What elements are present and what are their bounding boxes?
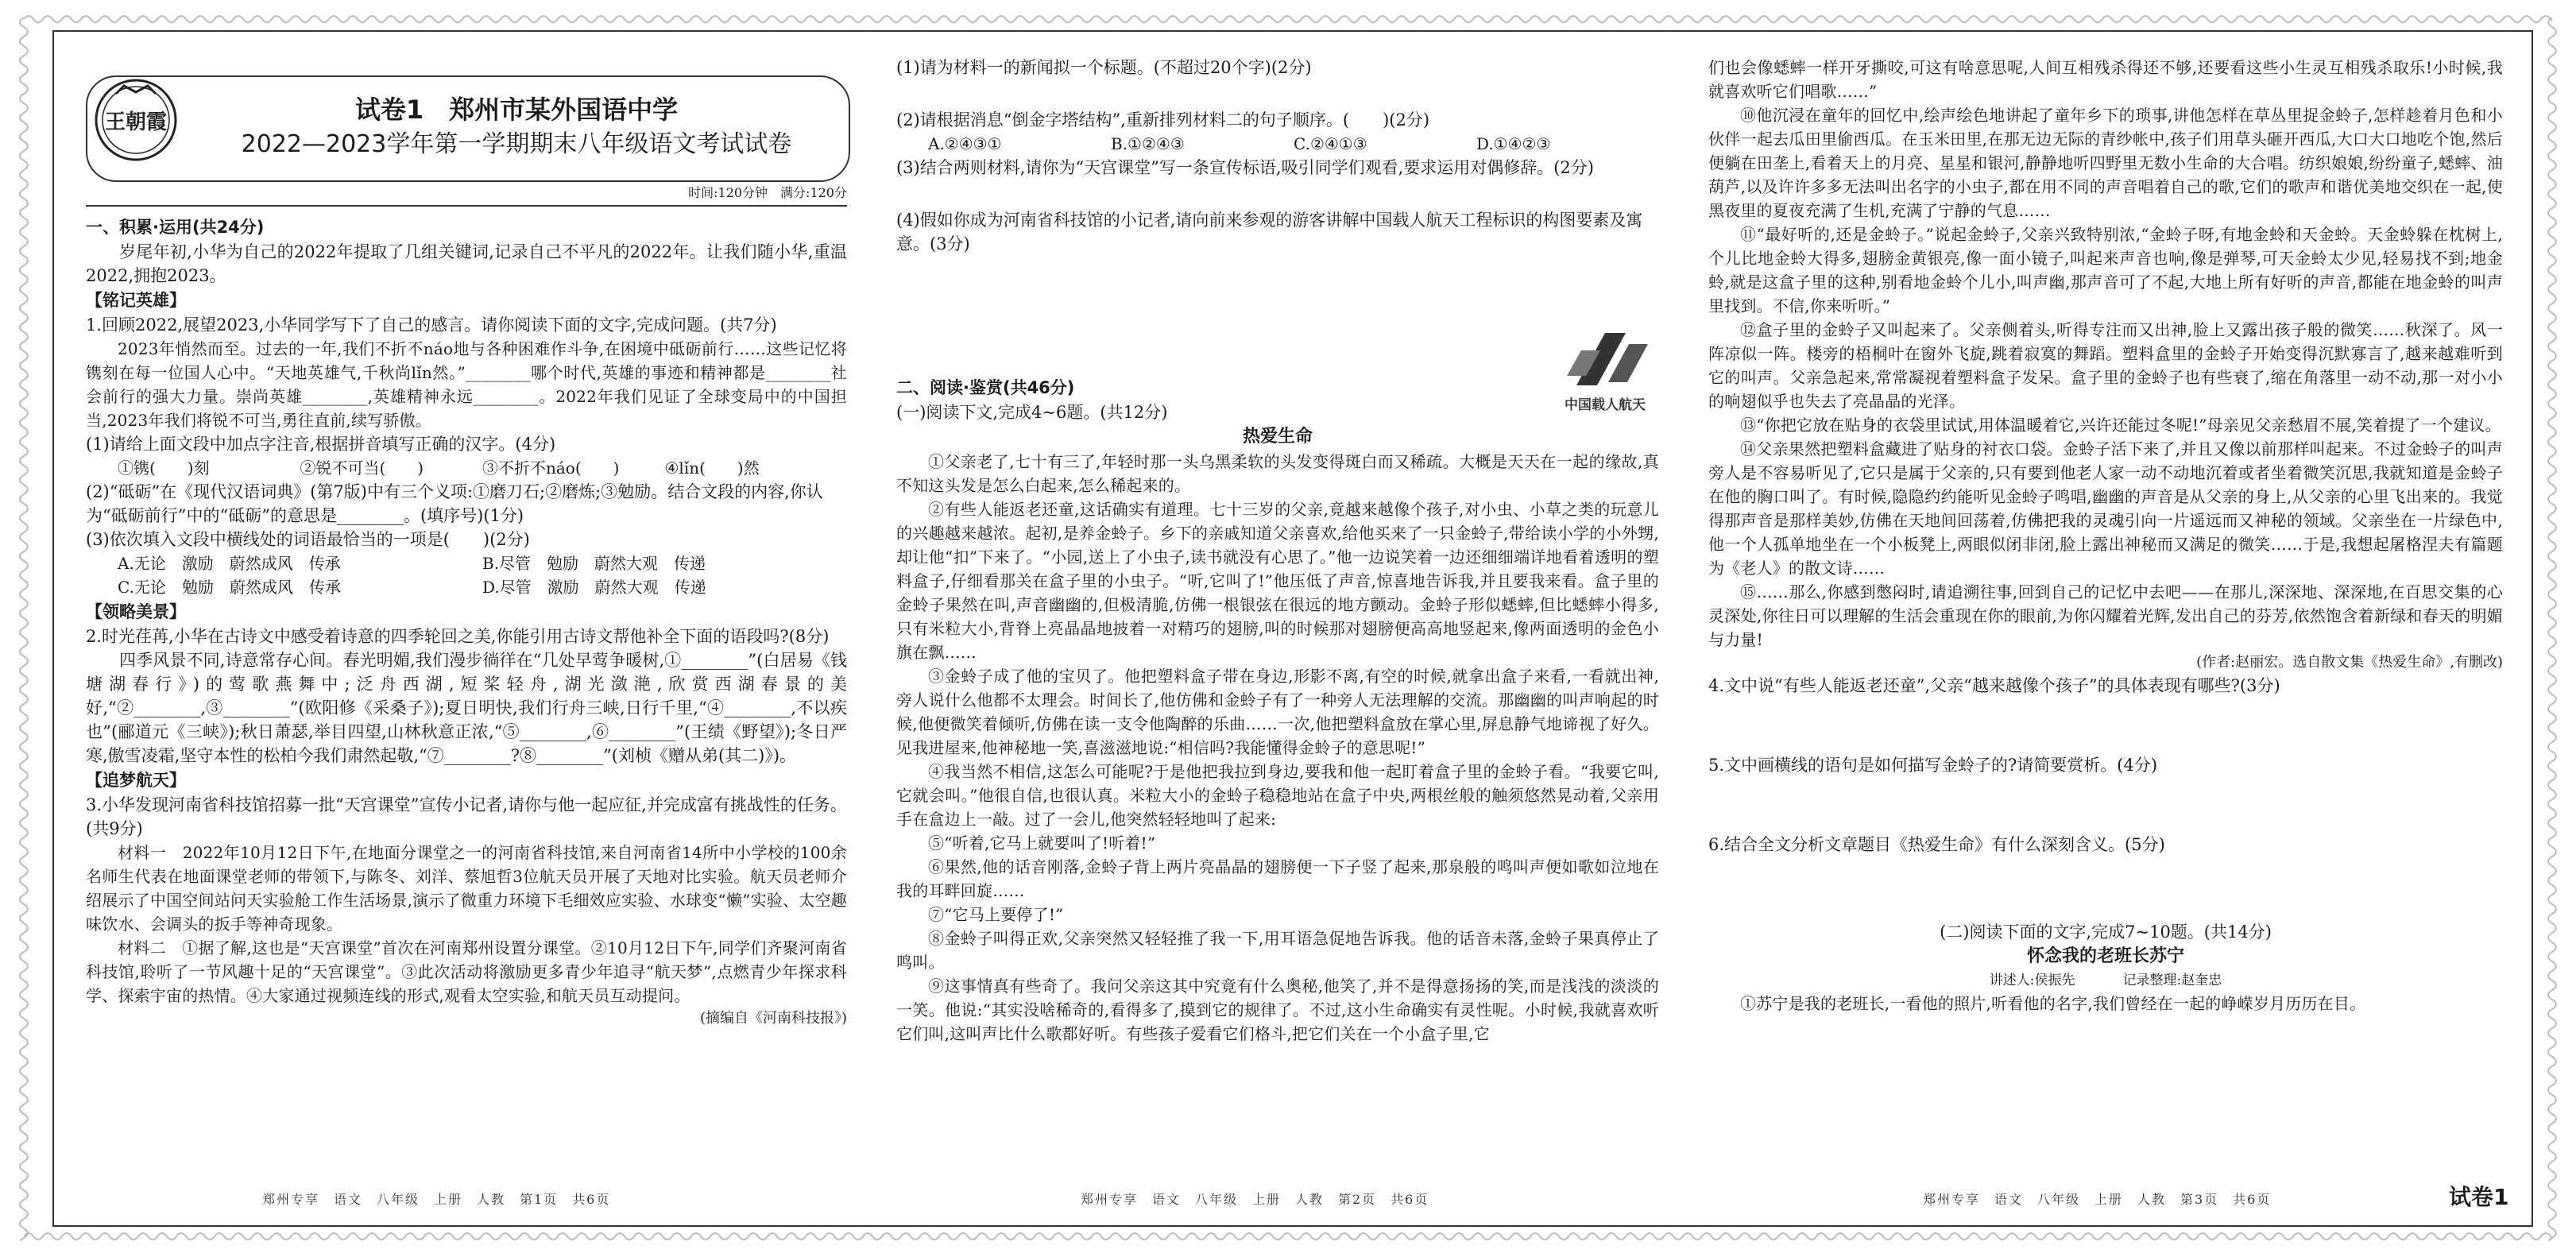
narrator: 讲述人:侯振先 <box>1989 973 2075 988</box>
decorative-wave-border-bottom <box>24 1228 2552 1244</box>
paper-title: 试卷1 郑州市某外国语中学 <box>354 95 679 125</box>
essay-paragraph: ⑪“最好听的,还是金蛉子。”说起金蛉子,父亲兴致特别浓,“金蛉子呀,有地金蛉和天金蛉。天金蛉躲在枕树上,个儿比地金蛉大得多,翅膀金黄银亮,像一面小镜子,叫起来声音也响,像是弹琴,可天金蛉太少见,轻易找不到;地金蛉,就是这盒子里的这种,别看地金蛉个儿小,叫声幽,那声音可了不起,大地上所有好听的声音,都能在地金蛉的叫声里找到。不信,你来听听。” <box>1708 225 2503 315</box>
essay-paragraph: 们也会像蟋蟀一样开牙撕咬,可这有啥意思呢,人间互相残杀得还不够,还要看这些小生灵互相残杀取乐!小时候,我就喜欢听它们唱歌……” <box>1708 58 2503 101</box>
subheading-space: 【追梦航天】 <box>86 771 186 790</box>
essay-paragraph: ⑧金蛉子叫得正欢,父亲突然又轻轻推了我一下,用耳语急促地告诉我。他的话音未落,金蛉子果真停止了鸣叫。 <box>896 929 1659 972</box>
question-3-4: (4)假如你成为河南省科技馆的小记者,请向前来参观的游客讲解中国载人航天工程标识的构图要素及寓意。(3分) <box>896 211 1643 253</box>
essay-2-paragraph: ①苏宁是我的老班长,一看他的照片,听看他的名字,我们曾经在一起的峥嵘岁月历历在目。 <box>1740 994 2366 1013</box>
option: ④lǐn( )然 <box>664 458 760 478</box>
essay-paragraph: ③金蛉子成了他的宝贝了。他把塑料盒子带在身边,形影不离,有空的时候,就拿出盒子来看,一看就出神,旁人说什么他都不太理会。时间长了,他仿佛和金蛉子有了一种旁人无法理解的交流。那幽幽的叫声响起的时候,他便微笑着倾听,仿佛在读一支令他陶醉的乐曲……一次,他把塑料盒放在掌心里,屏息静气地谛视了好久。见我进屋来,他神秘地一笑,喜滋滋地说:“相信吗?我能懂得金蛉子的意思呢!” <box>896 667 1659 757</box>
essay-source: (作者:赵丽宏。选自散文集《热爱生命》,有删改) <box>2196 654 2503 671</box>
essay-paragraph: ⑫盒子里的金蛉子又叫起来了。父亲侧着头,听得专注而又出神,脸上又露出孩子般的微笑……秋深了。风一阵凉似一阵。楼旁的梧桐叶在窗外飞旋,跳着寂寞的舞蹈。塑料盒里的金蛉子开始变得沉默寡言了,越来越难听到它的叫声。父亲急起来,常常凝视着塑料盒子发呆。盒子里的金蛉子也有些衰了,缩在角落里一动不动,那一对小小的响翅似乎也失去了亮晶晶的光泽。 <box>1708 320 2503 411</box>
material-2: 材料二 ①据了解,这也是“天宫课堂”首次在河南郑州设置分课堂。②10月12日下午,同学们齐聚河南省科技馆,聆听了一节风趣十足的“天宫课堂”。③此次活动将激励更多青少年追寻“航天梦”,点燃青少年探求科学、探索宇宙的热情。④大家通过视频连线的形式,观看太空实验,和航天员互动提问。 <box>86 938 847 1005</box>
question-2-passage: 四季风景不同,诗意常存心间。春光明媚,我们漫步徜徉在“几处早莺争暖树,①________”(白居易《钱塘湖春行》)的莺歌燕舞中;泛舟西湖,短桨轻舟,湖光潋滟,欣赏西湖春景的美好,“②________,③________”(欧阳修《采桑子》);夏日明快,我们行舟三峡,日行千里,“④________,不以疾也”(郦道元《三峡》);秋日萧瑟,举目四望,山林秋意正浓,“⑤________,⑥________”(王绩《野望》);冬日严寒,傲雪凌霜,坚守本性的松柏今我们肃然起敬,“⑦________?⑧________”(刘桢《赠从弟(其二)》)。 <box>86 651 847 765</box>
option: ③不折不náo( ) <box>482 458 620 478</box>
question-3-1: (1)请为材料一的新闻拟一个标题。(不超过20个字)(2分) <box>896 58 1312 77</box>
option: ②锐不可当( ) <box>300 458 424 478</box>
essay-paragraph: ④我当然不相信,这怎么可能呢?于是他把我拉到身边,要我和他一起盯着盒子里的金蛉子看。“我要它叫,它就会叫。”他很自信,也很认真。米粒大小的金蛉子稳稳地站在盒子中央,两根丝般的触须悠然晃动着,父亲用手在盒边上一敲。过了一会儿,他突然轻轻地叫了起来: <box>896 762 1659 829</box>
section-heading-2: 二、阅读·鉴赏(共46分) <box>896 378 1075 397</box>
essay-paragraph: ⑦“它马上要停了!” <box>928 905 1064 924</box>
question-1-3-options-row <box>118 575 847 599</box>
header-divider <box>86 205 847 207</box>
essay-paragraph: ⑮……那么,你感到憋闷时,请追溯往事,回到自己的记忆中去吧——在那儿,深深地、深深地,在百思交集的心灵深处,你往日可以理解的生活会重现在你的眼前,为你闪耀着光辉,发出自己的芬芳,依然饱含着新绿和春天的明媚与力量! <box>1708 582 2503 649</box>
question-6: 6.结合全文分析文章题目《热爱生命》有什么深刻含义。(5分) <box>1708 835 2165 854</box>
decorative-wave-border-right <box>2543 17 2562 1241</box>
question-3-2: (2)请根据消息“倒金字塔结构”,重新排列材料二的句子顺序。( )(2分) <box>896 110 1430 130</box>
essay-title: 热爱生命 <box>1242 427 1313 447</box>
intro-text: 岁尾年初,小华为自己的2022年提取了几组关键词,记录自己不平凡的2022年。让我们随小华,重温2022,拥抱2023。 <box>86 242 847 285</box>
essay-paragraph: ⑨这事情真有些奇了。我问父亲这其中究竟有什么奥秘,他笑了,并不是得意扬扬的笑,而是浅浅的淡淡的一笑。他说:“其实没啥稀奇的,看得多了,摸到它的规律了。不过,这小生命确实有灵性呢。小时候,我就喜欢听它们叫,这叫声比什么歌都好听。有些孩子爱看它们格斗,把它们关在一个小盒子里,它 <box>896 977 1659 1043</box>
manned-space-logo-caption: 中国载人航天 <box>1565 397 1646 413</box>
subheading-scenery: 【领略美景】 <box>86 602 186 621</box>
manned-space-logo <box>1549 330 1661 417</box>
question-1-2: (2)“砥砺”在《现代汉语词典》(第7版)中有三个义项:①磨刀石;②磨炼;③勉励。结合文段的内容,你认为“砥砺前行”中的“砥砺”的意思是________。(填序号)(1分) <box>86 482 823 525</box>
question-1-3: (3)依次填入文段中横线处的词语最恰当的一项是( )(2分) <box>86 530 530 549</box>
question-3: 3.小华发现河南省科技馆招募一批“天宫课堂”宣传小记者,请你与他一起应征,并完成富有挑战性的任务。(共9分) <box>86 795 847 838</box>
recorder: 记录整理:赵奎忠 <box>2122 973 2222 988</box>
question-2: 2.时光荏苒,小华在古诗文中感受着诗意的四季轮回之美,你能引用古诗文帮他补全下面的语段吗?(8分) <box>86 627 830 646</box>
decorative-wave-border-top <box>24 11 2552 27</box>
essay-paragraph: ⑥果然,他的话音刚落,金蛉子背上两片亮晶晶的翅膀便一下子竖了起来,那泉般的鸣叫声便如歌如泣地在我的耳畔回旋…… <box>896 857 1659 900</box>
option: A.②④③① <box>928 134 1002 153</box>
option: C.无论 勉励 蔚然成风 传承 <box>118 578 341 597</box>
brand-seal-logo <box>92 76 180 164</box>
essay-paragraph: ⑬“你把它放在贴身的衣袋里试试,用体温暖着它,兴许还能过冬呢!”母亲见父亲愁眉不展,笑着提了一个建议。 <box>1740 416 2501 435</box>
column-1 <box>86 215 847 1184</box>
question-1-passage: 2023年悄然而至。过去的一年,我们不折不náo地与各种困难作斗争,在困境中砥砺前行……这些记忆将镌刻在每一位国人心中。“天地英雄气,千秋尚lǐn然。”________哪个时代,英雄的事迹和精神都是________社会前行的强大力量。崇尚英雄________,英雄精神永远________。2022年我们见证了全球变局中的中国担当,2023年我们将锐不可当,勇往直前,续写骄傲。 <box>86 339 847 430</box>
column-3 <box>1708 56 2503 1200</box>
exam-meta: 时间:120分钟 满分:120分 <box>688 185 847 200</box>
question-5: 5.文中画横线的语句是如何描写金蛉子的?请简要赏析。(4分) <box>1708 756 2158 775</box>
option: C.②④①③ <box>1294 134 1367 153</box>
question-3-2-options <box>928 132 1659 156</box>
page-footer-1: 郑州专享 语文 八年级 上册 人教 第1页 共6页 <box>262 1192 611 1207</box>
column-2 <box>896 56 1659 1200</box>
essay-2-credits <box>1708 969 2503 992</box>
section-heading-1: 一、积累·运用(共24分) <box>86 218 265 237</box>
essay-paragraph: ⑭父亲果然把塑料盒藏进了贴身的衬衣口袋。金蛉子活下来了,并且又像以前那样叫起来。不过金蛉子的叫声旁人是不容易听见了,它只是属于父亲的,只有要到他老人家一动不动地沉着或者坐着微笑沉思,我就知道是金蛉子在他的胸口叫了。有时候,隐隐约约能听见金蛉子鸣唱,幽幽的声音是从父亲的身上,从父亲的心里飞出来的。我觉得那声音是那样美妙,仿佛在天地间回荡着,仿佛把我的灵魂引向一片遥远而又神秘的领域。父亲坐在一片绿色中,他一个人孤单地坐在一个小板凳上,两眼似闭非闭,脸上露出神秘而又满足的微笑……于是,我想起屠格涅夫有篇题为《老人》的散文诗…… <box>1708 439 2503 578</box>
question-1-1-options <box>118 456 847 480</box>
question-1: 1.回顾2022,展望2023,小华同学写下了自己的感言。请你阅读下面的文字,完成问题。(共7分) <box>86 315 777 335</box>
page-footer-2: 郑州专享 语文 八年级 上册 人教 第2页 共6页 <box>1081 1192 1429 1207</box>
option: D.尽管 激励 蔚然大观 传递 <box>482 578 706 597</box>
question-3-3: (3)结合两则材料,请你为“天宫课堂”写一条宣传标语,吸引同学们观看,要求运用对偶修辞。(2分) <box>896 158 1594 177</box>
question-1-1: (1)请给上面文段中加点字注音,根据拼音填写正确的汉字。(4分) <box>86 435 556 454</box>
subheading-heroes: 【铭记英雄】 <box>86 291 186 310</box>
material-1: 材料一 2022年10月12日下午,在地面分课堂之一的河南省科技馆,来自河南省14所中小学校的100余名师生代表在地面课堂老师的带领下,与陈冬、刘洋、蔡旭哲3位航天员开展了天地对比实验。航天员老师介绍展示了中国空间站问天实验舱工作生活场景,演示了微重力环境下毛细效应实验、水球变“懒”实验、太空趣味饮水、会调头的扳手等神奇现象。 <box>86 843 847 934</box>
reading-part-1: (一)阅读下文,完成4~6题。(共12分) <box>896 403 1168 422</box>
reading-part-2: (二)阅读下面的文字,完成7~10题。(共14分) <box>1940 922 2272 942</box>
question-4: 4.文中说“有些人能返老还童”,父亲“越来越像个孩子”的具体表现有哪些?(3分) <box>1708 676 2280 695</box>
paper-subtitle: 2022—2023学年第一学期期末八年级语文考试试卷 <box>241 130 792 158</box>
essay-paragraph: ⑩他沉浸在童年的回忆中,绘声绘色地讲起了童年乡下的琐事,讲他怎样在草丛里捉金蛉子,怎样趁着月色和小伙伴一起去瓜田里偷西瓜。在玉米田里,在那无边无际的青纱帐中,孩子们用草头砸开西瓜,大口大口地吃个饱,然后便躺在田垄上,看着天上的月亮、星星和银河,静静地听四野里无数小生命的大合唱。纺织娘娘,纷纷童子,蟋蟀、油葫芦,以及许许多多无法叫出名字的小虫子,都在用不同的声音唱着自己的歌,它们的歌声和谐优美地交织在一起,使黑夜里的夏夜充满了生机,充满了宁静的气息…… <box>1708 106 2503 220</box>
option: B.尽管 勉励 蔚然大观 传递 <box>482 554 706 573</box>
page-footer-3: 郑州专享 语文 八年级 上册 人教 第3页 共6页 <box>1923 1192 2272 1207</box>
essay-paragraph: ⑤“听着,它马上就要叫了!听着!” <box>928 833 1156 853</box>
essay-paragraph: ①父亲老了,七十有三了,年轻时那一头乌黑柔软的头发变得斑白而又稀疏。大概是天天在一起的缘故,真不知这头发是怎么白起来,怎么稀起来的。 <box>896 452 1659 495</box>
essay-2-title: 怀念我的老班长苏宁 <box>2026 946 2184 966</box>
material-source: (摘编自《河南科技报》) <box>699 1010 847 1027</box>
svg-text:王朝霞: 王朝霞 <box>104 110 168 134</box>
option: D.①④②③ <box>1476 134 1551 153</box>
question-1-3-options-row <box>118 551 847 575</box>
option: B.①②④③ <box>1111 134 1185 153</box>
decorative-wave-border-left <box>14 17 33 1241</box>
option: ①镌( )刻 <box>118 458 210 478</box>
option: A.无论 激励 蔚然成风 传承 <box>118 554 341 573</box>
paper-badge: 试卷1 <box>2449 1184 2509 1210</box>
essay-paragraph: ②有些人能返老还童,这话确实有道理。七十三岁的父亲,竟越来越像个孩子,对小虫、小草之类的玩意儿的兴趣越来越浓。起初,是养金蛉子。乡下的亲戚知道父亲喜欢,给他买来了一只金蛉子,带给读小学的小外甥,却让他“扣”下来了。“小园,送上了小虫子,读书就没有心思了。”他一边说笑着一边还细细端详地看着透明的塑料盒子,仔细看那关在盒子里的小虫子。“听,它叫了!”他压低了声音,惊喜地告诉我,并且要我来看。盒子里的金蛉子果然在叫,声音幽幽的,但极清脆,仿佛一根银弦在很远的地方颤动。金蛉子形似蟋蟀,但比蟋蟀小得多,只有米粒大小,背脊上亮晶晶地披着一对精巧的翅膀,叫的时候那对翅膀便高高地竖起来,像两面透明的金色小旗在飘…… <box>896 500 1659 662</box>
